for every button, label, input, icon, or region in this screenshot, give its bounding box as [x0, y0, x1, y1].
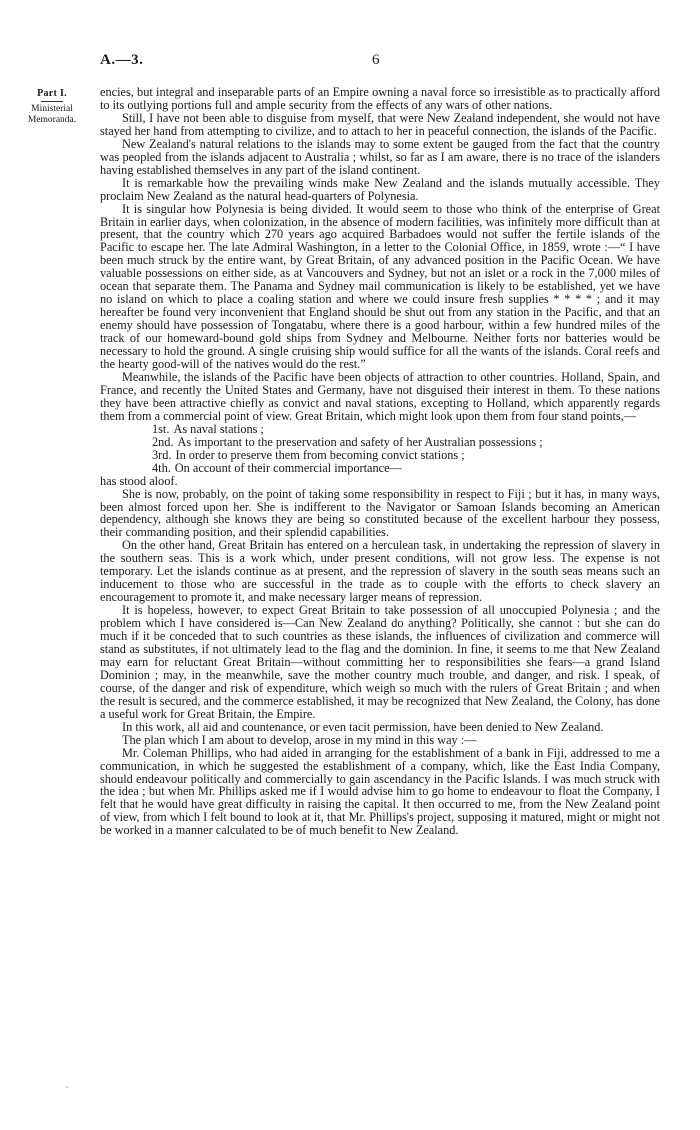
- list-item-label: 2nd.: [152, 434, 174, 449]
- list-item-text: In order to preserve them from becoming convict stations ;: [175, 447, 465, 462]
- body-text: [100, 86, 660, 837]
- paragraph: The plan which I am about to develop, arose in my mind in this way :—: [122, 732, 477, 747]
- margin-rule: [41, 101, 63, 102]
- list-item: [152, 462, 660, 475]
- paragraph: It is hopeless, however, to expect Great Britain to take possession of all unoccupied Polynesia ; and the problem which I have considered is—Can New Zealand do anything? Politically, she cannot : but she can do much if it be conceded that to such countries as these islands, the influences of civilization and commerce will stand as substitutes, if not ultimately lead to the flag and the dominion. In fine, it seems to me that New Zealand may earn for reluctant Great Britain—without committing her to responsibilities she fears—a grand Island Dominion ; may, in the meanwhile, save the mother country much trouble, and danger, and risk. I speak, of course, of the danger and risk of expenditure, which weigh so much with the rulers of Great Britain ; and when the result is secured, and the commerce established, it may be recognized that New Zealand, the Colony, has done a useful work for Great Britain, the Empire.: [100, 603, 660, 721]
- paragraph: encies, but integral and inseparable parts of an Empire owning a naval force so irresistible as to practically afford to its outlying portions full and ample security from the effects of any wars of other nations.: [100, 85, 660, 112]
- margin-part-label: Part I.: [37, 88, 67, 99]
- margin-subject-line-1: Ministerial: [31, 104, 73, 114]
- list-item-label: 1st.: [152, 421, 170, 436]
- paragraph: Mr. Coleman Phillips, who had aided in arranging for the establishment of a bank in Fiji, addressed to me a communication, in which he suggested the establishment of a company, which, like the East India Company, should endeavour politically and commercially to gain ascendancy in the Pacific Islands. I was much struck with the idea ; but when Mr. Phillips asked me if I would advise him to go home to endeavour to float the Company, I felt that he would have great difficulty in raising the capital. It then occurred to me, from the New Zealand point of view, from which I felt bound to look at it, that Mr. Phillips's project, supposing it matured, might or might not be worked in a manner calculated to be of much benefit to New Zealand.: [100, 745, 660, 838]
- margin-subject-line-2: Memoranda.: [27, 115, 77, 125]
- paragraph: has stood aloof.: [100, 473, 178, 488]
- page-mark: [66, 1086, 68, 1088]
- list-item-label: 3rd.: [152, 447, 172, 462]
- paragraph: On the other hand, Great Britain has entered on a herculean task, in undertaking the repression of slavery in the southern seas. This is a work which, under present conditions, will not grow less. The expense is not temporary. Let the islands continue as at present, and the repression of slavery in the south seas means such an inducement to those who are successful in the trade as to couple with the efforts to check slavery an encouragement to promote it, and make necessary larger means of repression.: [100, 538, 660, 605]
- paragraph: Meanwhile, the islands of the Pacific have been objects of attraction to other countries. Holland, Spain, and France, and recently the United States and Germany, have not disguised their interest in them. To these nations they have been attractive chiefly as convict and naval stations, excepting to Holland, which apparently regards them from a commercial point of view. Great Britain, which might look upon them from four stand points,—: [100, 369, 660, 423]
- margin-note: [18, 88, 86, 126]
- list-item-text: As important to the preservation and safety of her Australian possessions ;: [177, 434, 543, 449]
- paragraph: It is singular how Polynesia is being divided. It would seem to those who think of the enterprise of Great Britain in earlier days, when colonization, in the absence of modern facilities, was infinitely more difficult than at present, that the country which 270 years ago acquired Barbadoes would not suffer the fertile islands of the Pacific to escape her. The late Admiral Washington, in a letter to the Colonial Office, in 1859, wrote :—“ I have been much struck by the entire want, by Great Britain, of any advanced position in the Pacific Ocean. We have valuable possessions on either side, as at Vancouvers and Sydney, but not an islet or a rock in the 7,000 miles of ocean that separate them. The Panama and Sydney mail communication is likely to be established, yet we have no island on which to place a coaling station and where we could insure fresh supplies * * * * ; and it may hereafter be found very inconvenient that England should be shut out from any station in the Pacific, and that an enemy should have possession of Tongatabu, where there is a good harbour, within a few hundred miles of the track of our homeward-bound gold ships from Sydney and Melbourne. Neither forts nor batteries would be necessary to hold the ground. A single cruising ship would suffice for all the wants of the islands. Coral reefs and the hearty good-will of the natives would do the rest.”: [100, 201, 660, 372]
- paragraph: In this work, all aid and countenance, or even tacit permission, have been denied to New Zealand.: [122, 719, 604, 734]
- paragraph: It is remarkable how the prevailing winds make New Zealand and the islands mutually accessible. They proclaim New Zealand as the natural head-quarters of Polynesia.: [100, 175, 660, 203]
- list-item-text: As naval stations ;: [173, 421, 264, 436]
- list-item-label: 4th.: [152, 460, 171, 475]
- paragraph: New Zealand's natural relations to the islands may to some extent be gauged from the fact that the country was peopled from the islands adjacent to Australia ; whilst, so far as I am aware, there is no trace of the islanders having established themselves in any part of the island continent.: [100, 136, 660, 177]
- document-reference: A.—3.: [100, 52, 144, 68]
- paragraph: Still, I have not been able to disguise from myself, that were New Zealand independent, she would not have stayed her hand from attempting to civilize, and to attach to her in peaceful connection, the islands of the Pacific.: [100, 110, 660, 138]
- page-header: [100, 52, 660, 72]
- page-number: 6: [372, 52, 380, 68]
- paragraph: She is now, probably, on the point of taking some responsibility in respect to Fiji ; but it has, in many ways, been almost forced upon her. She is indifferent to the Navigator or Samoan Islands becoming an American dependency, although she knows they are being so constituted because of the excellent harbour they possess, their commanding position, and their splendid capabilities.: [100, 486, 660, 540]
- list-item-text: On account of their commercial importance—: [174, 460, 402, 475]
- stand-points-list: [100, 423, 660, 475]
